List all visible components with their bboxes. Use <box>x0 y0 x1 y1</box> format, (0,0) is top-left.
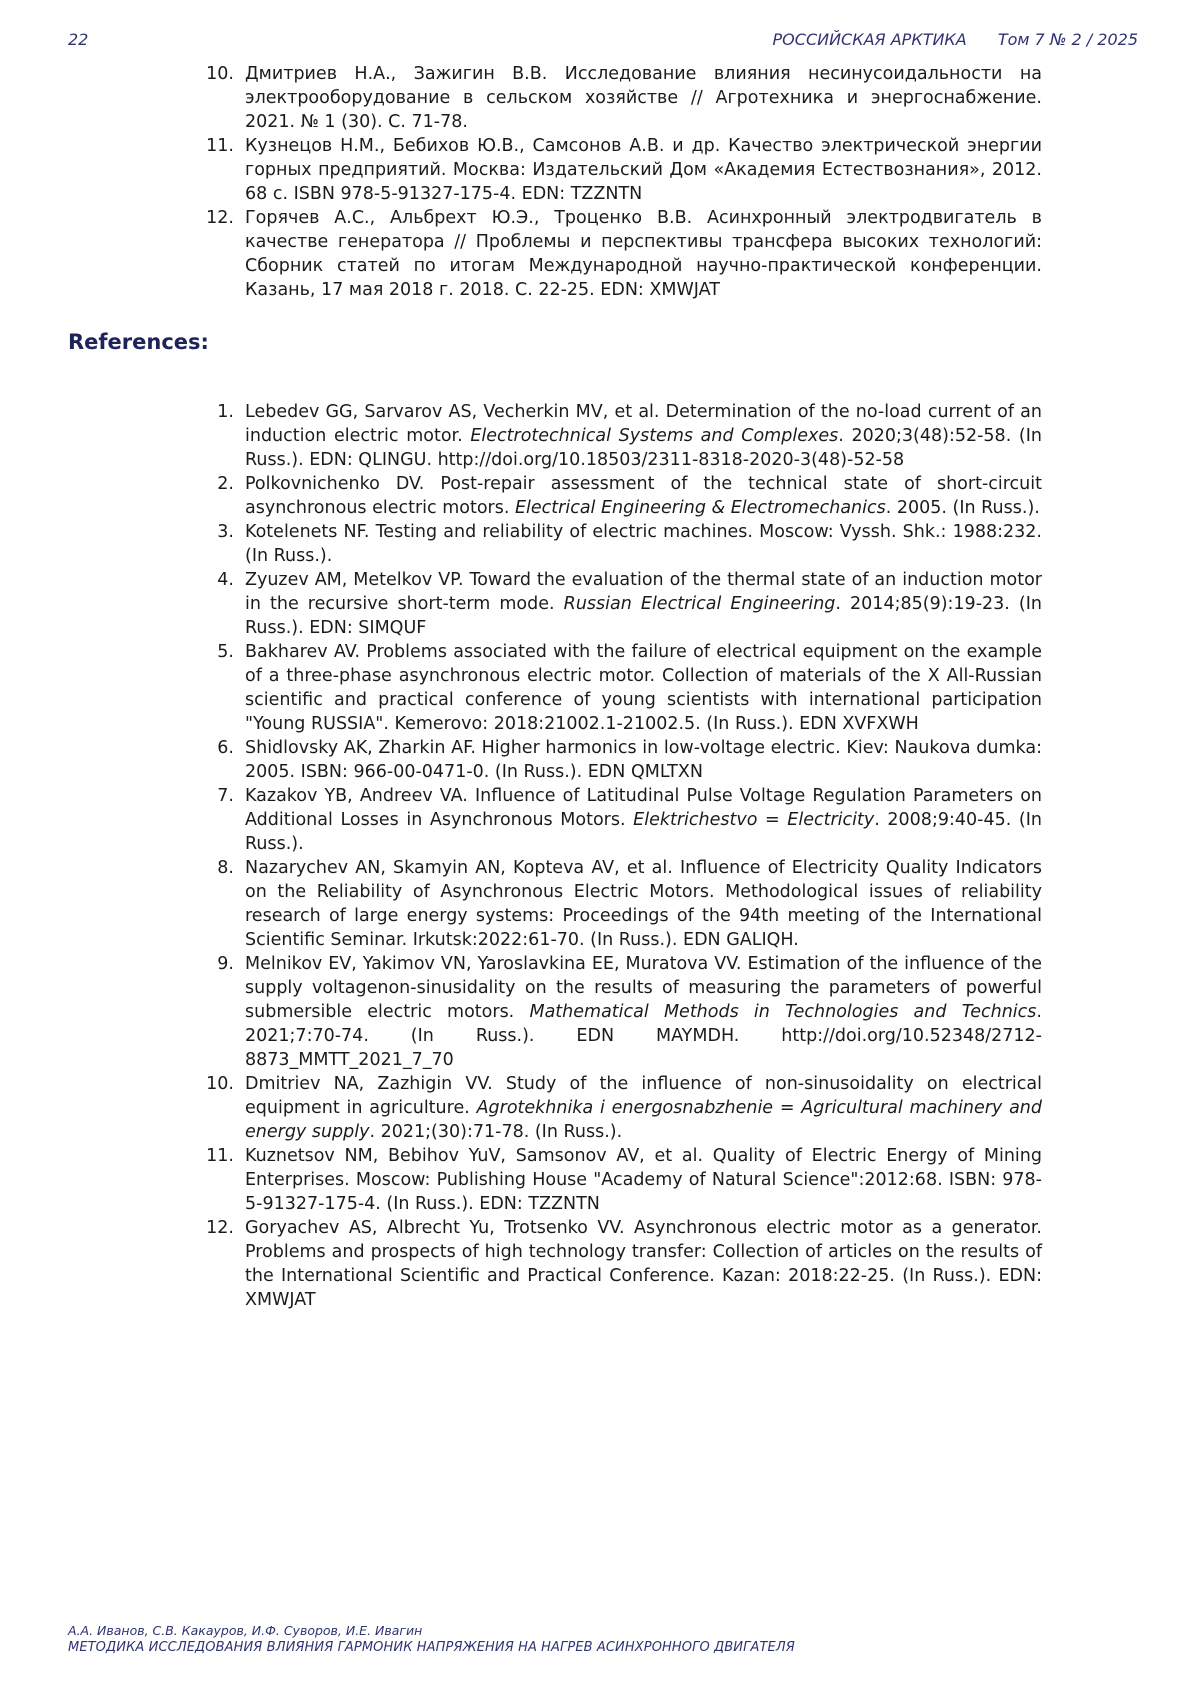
reference-text: Melnikov EV, Yakimov VN, Yaroslavkina EE, Muratova VV. Estimation of the influence of the supply voltagenon-sinusidality on the results of measuring the parameters of powerful submersible electric motors. Mathematical Methods in Technologies and Technics. 2021;7:70-74. (In Russ.). EDN MAYMDH. http://doi.org/10.52348/2712-8873_MMTT_2021_7_70 <box>245 954 1042 1070</box>
reference-item <box>202 736 1042 784</box>
reference-text: Polkovnichenko DV. Post-repair assessment of the technical state of short-circuit asynchronous electric motors. Electrical Engineering & Electromechanics. 2005. (In Russ.). <box>245 474 1042 518</box>
reference-text: Горячев А.С., Альбрехт Ю.Э., Троценко В.В. Асинхронный электродвигатель в качестве генератора // Проблемы и перспективы трансфера высоких технологий: Сборник статей по итогам Международной научно-практической конференции. Казань, 17 мая 2018 г. 2018. С. 22-25. EDN: XMWJAT <box>245 208 1042 300</box>
reference-item <box>202 1216 1042 1312</box>
reference-number: 11. <box>206 136 234 156</box>
reference-item <box>202 1072 1042 1144</box>
reference-item <box>202 1144 1042 1216</box>
reference-item <box>202 472 1042 520</box>
reference-text: Zyuzev AM, Metelkov VP. Toward the evaluation of the thermal state of an induction motor in the recursive short-term mode. Russian Electrical Engineering. 2014;85(9):19-23. (In Russ.). EDN: SIMQUF <box>245 570 1042 638</box>
reference-text: Kuznetsov NM, Bebihov YuV, Samsonov AV, et al. Quality of Electric Energy of Mining Enterprises. Moscow: Publishing House "Academy of Natural Science":2012:68. ISBN: 978-5-91327-175-4. (In Russ.). EDN: TZZNTN <box>245 1146 1042 1214</box>
reference-text: Дмитриев Н.А., Зажигин В.В. Исследование влияния несинусоидальности на электрооборудование в сельском хозяйстве // Агротехника и энергоснабжение. 2021. № 1 (30). С. 71-78. <box>245 64 1042 132</box>
reference-number: 12. <box>206 208 234 228</box>
reference-number: 10. <box>206 1074 234 1094</box>
reference-item <box>202 520 1042 568</box>
journal-issue: Том 7 № 2 / 2025 <box>997 30 1138 49</box>
reference-text: Kotelenets NF. Testing and reliability of electric machines. Moscow: Vyssh. Shk.: 1988:232. (In Russ.). <box>245 522 1042 566</box>
reference-text: Dmitriev NA, Zazhigin VV. Study of the influence of non-sinusoidality on electrical equipment in agriculture. Agrotekhnika i energosnabzhenie = Agricultural machinery and energy supply. 2021;(30):71-78. (In Russ.). <box>245 1074 1042 1142</box>
reference-number: 8. <box>217 858 234 878</box>
reference-number: 1. <box>217 402 234 422</box>
reference-item <box>202 206 1042 302</box>
reference-item <box>202 952 1042 1072</box>
reference-number: 9. <box>217 954 234 974</box>
reference-text: Shidlovsky AK, Zharkin AF. Higher harmonics in low-voltage electric. Kiev: Naukova dumka: 2005. ISBN: 966-00-0471-0. (In Russ.). EDN QMLTXN <box>245 738 1042 782</box>
reference-item <box>202 568 1042 640</box>
references-heading: References: <box>68 330 209 354</box>
page-number: 22 <box>68 30 89 49</box>
footer-article-title: МЕТОДИКА ИССЛЕДОВАНИЯ ВЛИЯНИЯ ГАРМОНИК НАПРЯЖЕНИЯ НА НАГРЕВ АСИНХРОННОГО ДВИГАТЕЛЯ <box>68 1640 795 1655</box>
reference-number: 5. <box>217 642 234 662</box>
reference-text: Kazakov YB, Andreev VA. Influence of Latitudinal Pulse Voltage Regulation Parameters on Additional Losses in Asynchronous Motors. Elektrichestvo = Electricity. 2008;9:40-45. (In Russ.). <box>245 786 1042 854</box>
journal-running-title <box>773 30 1138 49</box>
reference-number: 11. <box>206 1146 234 1166</box>
reference-text: Nazarychev AN, Skamyin AN, Kopteva AV, et al. Influence of Electricity Quality Indicators on the Reliability of Asynchronous Electric Motors. Methodological issues of reliability research of large energy systems: Proceedings of the 94th meeting of the International Scientific Seminar. Irkutsk:2022:61-70. (In Russ.). EDN GALIQH. <box>245 858 1042 950</box>
reference-text: Lebedev GG, Sarvarov AS, Vecherkin MV, et al. Determination of the no-load current of an induction electric motor. Electrotechnical Systems and Complexes. 2020;3(48):52-58. (In Russ.). EDN: QLINGU. http://doi.org/10.18503/2311-8318-2020-3(48)-52-58 <box>245 402 1043 470</box>
reference-item <box>202 784 1042 856</box>
references-russian-list <box>202 62 1042 302</box>
references-english-list <box>202 400 1042 1312</box>
reference-item <box>202 134 1042 206</box>
footer-authors: А.А. Иванов, С.В. Какауров, И.Ф. Суворов, И.Е. Ивагин <box>68 1623 423 1638</box>
reference-text: Bakharev AV. Problems associated with the failure of electrical equipment on the example of a three-phase asynchronous electric motor. Collection of materials of the X All-Russian scientific and practical conference of young scientists with international participation "Young RUSSIA". Kemerovo: 2018:21002.1-21002.5. (In Russ.). EDN XVFXWH <box>245 642 1042 734</box>
reference-text: Кузнецов Н.М., Бебихов Ю.В., Самсонов А.В. и др. Качество электрической энергии горных предприятий. Москва: Издательский Дом «Академия Естествознания», 2012. 68 с. ISBN 978-5-91327-175-4. EDN: TZZNTN <box>245 136 1042 204</box>
reference-item <box>202 62 1042 134</box>
reference-item <box>202 640 1042 736</box>
reference-number: 3. <box>217 522 234 542</box>
reference-number: 7. <box>217 786 234 806</box>
page-footer <box>68 1622 1138 1657</box>
reference-item <box>202 400 1042 472</box>
reference-number: 2. <box>217 474 234 494</box>
page-header <box>68 30 1138 49</box>
journal-name: РОССИЙСКАЯ АРКТИКА <box>772 30 967 49</box>
reference-number: 6. <box>217 738 234 758</box>
reference-number: 12. <box>206 1218 234 1238</box>
reference-number: 4. <box>217 570 234 590</box>
reference-text: Goryachev AS, Albrecht Yu, Trotsenko VV. Asynchronous electric motor as a generator. Problems and prospects of high technology transfer: Collection of articles on the results of the International Scientific and Practical Conference. Kazan: 2018:22-25. (In Russ.). EDN: XMWJAT <box>245 1218 1042 1310</box>
reference-item <box>202 856 1042 952</box>
reference-number: 10. <box>206 64 234 84</box>
